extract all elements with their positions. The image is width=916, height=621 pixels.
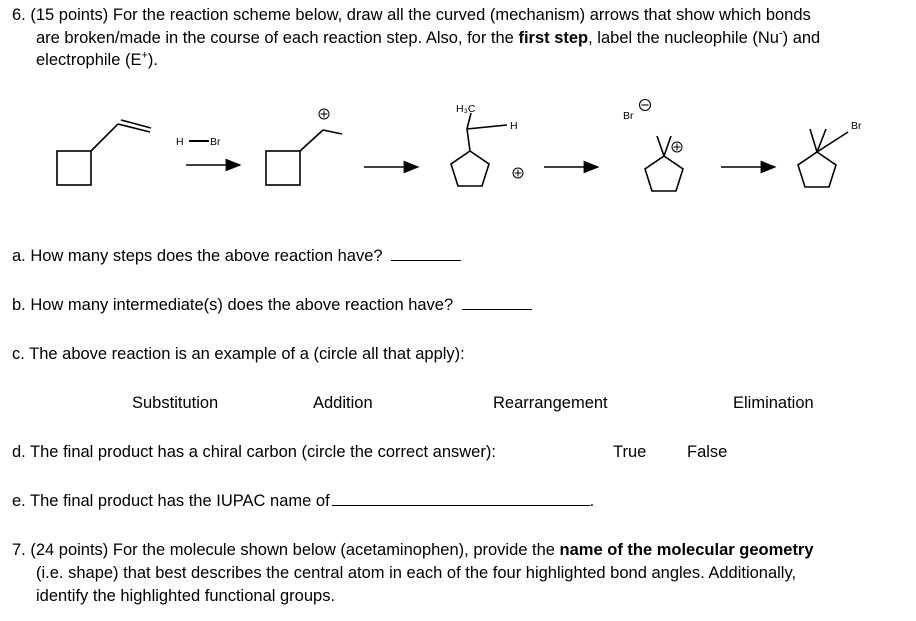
option-substitution[interactable]: Substitution bbox=[132, 394, 219, 412]
option-rearrangement[interactable]: Rearrangement bbox=[493, 394, 608, 412]
q6-electrophile-text: electrophile (E bbox=[36, 51, 142, 69]
option-false[interactable]: False bbox=[687, 443, 728, 461]
answer-e-blank[interactable] bbox=[332, 491, 590, 506]
q6-end-text: ). bbox=[147, 51, 159, 69]
q6-and-text: ) and bbox=[782, 29, 821, 47]
question-a-text: a. How many steps does the above reaction have? bbox=[12, 247, 383, 265]
hydrogen-label: H bbox=[510, 120, 518, 132]
reagent-h-label: H bbox=[176, 136, 184, 148]
product-br-label: Br bbox=[851, 120, 862, 132]
question-a bbox=[12, 246, 461, 267]
cyclopentyl-cation-structure bbox=[451, 113, 507, 186]
q7-line-1 bbox=[12, 540, 814, 561]
q6-line-2-text: are broken/made in the course of each reaction step. Also, for the bbox=[36, 29, 519, 47]
q6-line-1: 6. (15 points) For the reaction scheme below, draw all the curved (mechanism) arrows that show which bonds bbox=[12, 6, 811, 24]
product-structure bbox=[798, 129, 848, 187]
option-addition[interactable]: Addition bbox=[313, 394, 373, 412]
cyclobutyl-cation-structure bbox=[266, 130, 342, 185]
question-e-text: e. The final product has the IUPAC name of bbox=[12, 492, 330, 510]
answer-b-blank[interactable] bbox=[462, 295, 532, 310]
bromide-ion-label: Br bbox=[623, 110, 634, 122]
question-e-end: . bbox=[589, 492, 595, 510]
option-elimination[interactable]: Elimination bbox=[733, 394, 814, 412]
vinylcyclobutane-structure bbox=[57, 120, 151, 185]
question-b-text: b. How many intermediate(s) does the above reaction have? bbox=[12, 296, 454, 314]
question-b bbox=[12, 295, 532, 316]
q7-line-2: (i.e. shape) that best describes the central atom in each of the four highlighted bond angles. Additionally, bbox=[36, 564, 797, 582]
option-true[interactable]: True bbox=[613, 443, 647, 461]
q6-first-step-emphasis: first step bbox=[518, 29, 589, 47]
question-d: d. The final product has a chiral carbon (circle the correct answer): bbox=[12, 443, 496, 461]
q6-plus-sup: + bbox=[141, 49, 148, 62]
q6-nucleophile-text: , label the nucleophile (Nu bbox=[588, 29, 779, 47]
methyl-label: H₃C bbox=[456, 103, 476, 115]
q6-minus-sup: - bbox=[778, 27, 783, 40]
q7-line-3: identify the highlighted functional groups. bbox=[36, 587, 336, 605]
reagent-br-label: Br bbox=[210, 136, 221, 148]
question-c: c. The above reaction is an example of a (circle all that apply): bbox=[12, 345, 465, 363]
q7-geometry-emphasis: name of the molecular geometry bbox=[559, 541, 814, 559]
q7-line-1-text: 7. (24 points) For the molecule shown below (acetaminophen), provide the bbox=[12, 541, 560, 559]
question-e bbox=[12, 491, 594, 512]
answer-a-blank[interactable] bbox=[391, 246, 461, 261]
